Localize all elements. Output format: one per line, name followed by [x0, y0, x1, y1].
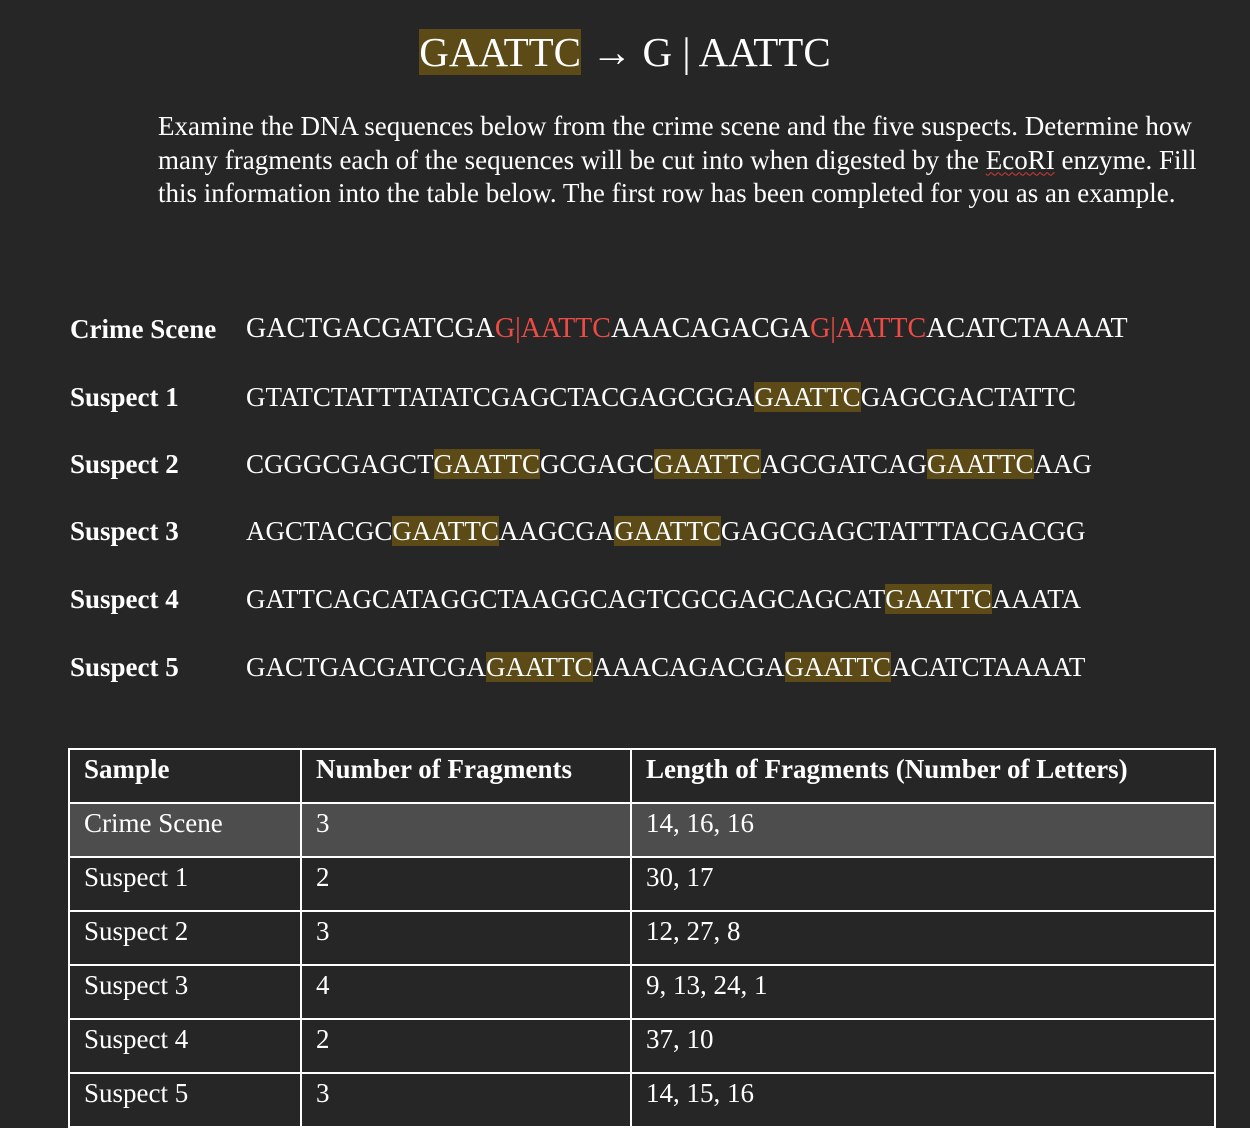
sequence-segment: GACTGACGATCGA — [246, 652, 487, 682]
table-row — [69, 803, 1215, 857]
sequence-segment: ACATCTAAAAT — [926, 313, 1128, 344]
sequence-label: Crime Scene — [70, 314, 217, 344]
cell-fragment-count: 3 — [301, 803, 631, 857]
ecori-site-highlight: GAATTC — [614, 516, 721, 546]
page-heading — [0, 28, 1250, 76]
cell-sample: Suspect 5 — [69, 1073, 301, 1127]
sequence-segment: GAGCGAGCTATTTACGACGG — [720, 516, 1086, 546]
header-sample: Sample — [69, 749, 301, 803]
ecori-site-highlight: GAATTC — [885, 584, 992, 614]
sequence-text — [246, 445, 1092, 483]
cell-fragment-lengths: 14, 15, 16 — [631, 1073, 1215, 1127]
ecori-site-highlight: GAATTC — [433, 449, 541, 479]
sequence-label: Suspect 5 — [70, 652, 179, 682]
sequence-text — [246, 378, 1076, 416]
sequence-segment: ACATCTAAAAT — [891, 652, 1086, 682]
sequence-segment: AGCTACGC — [246, 516, 393, 546]
table-row — [69, 1073, 1215, 1127]
ecori-site-highlight: GAATTC — [486, 652, 593, 682]
table-row — [69, 965, 1215, 1019]
cell-fragment-lengths: 12, 27, 8 — [631, 911, 1215, 965]
sequence-label: Suspect 4 — [70, 584, 179, 614]
ecori-site-highlight: GAATTC — [754, 382, 861, 412]
cell-fragment-lengths: 30, 17 — [631, 857, 1215, 911]
sequence-segment: GAGCGACTATTC — [860, 382, 1077, 412]
cell-fragment-count: 2 — [301, 1019, 631, 1073]
cell-fragment-lengths: 37, 10 — [631, 1019, 1215, 1073]
cell-fragment-count: 4 — [301, 965, 631, 1019]
ecori-site-highlight: GAATTC — [784, 652, 892, 682]
arrow-icon: → — [591, 29, 633, 75]
cell-fragment-lengths: 9, 13, 24, 1 — [631, 965, 1215, 1019]
ecori-site-highlight: GAATTC — [654, 449, 761, 479]
sequence-label: Suspect 1 — [70, 382, 179, 412]
cut-pattern: G | AATTC — [642, 29, 831, 75]
table-row — [69, 911, 1215, 965]
cell-fragment-count: 3 — [301, 1073, 631, 1127]
sequence-segment: GTATCTATTTATATCGAGCTACGAGCGGA — [246, 382, 755, 412]
sequence-text — [246, 580, 1081, 618]
header-fragment-count: Number of Fragments — [301, 749, 631, 803]
recognition-site: GAATTC — [419, 29, 582, 75]
cell-sample: Suspect 1 — [69, 857, 301, 911]
sequence-segment: AAACAGACGA — [610, 313, 811, 344]
cell-sample: Suspect 4 — [69, 1019, 301, 1073]
sequence-segment: AAACAGACGA — [592, 652, 785, 682]
instructions-part-2: enzyme. Fill this information into the table below. The first row has been completed for you as an example. — [158, 144, 1197, 208]
table-row — [69, 1019, 1215, 1073]
ecori-site-highlight: GAATTC — [392, 516, 499, 546]
instructions-paragraph — [158, 110, 1238, 211]
sequence-label: Suspect 2 — [70, 449, 179, 479]
sequence-segment: GACTGACGATCGA — [246, 313, 495, 344]
cell-sample: Suspect 3 — [69, 965, 301, 1019]
sequence-text — [246, 310, 1128, 348]
cell-fragment-count: 3 — [301, 911, 631, 965]
cut-site-segment: G|AATTC — [494, 313, 611, 344]
sequence-segment: AAG — [1033, 449, 1093, 479]
sequence-segment: AGCGATCAG — [760, 449, 928, 479]
header-fragment-lengths: Length of Fragments (Number of Letters) — [631, 749, 1215, 803]
cell-sample: Crime Scene — [69, 803, 301, 857]
ecori-site-highlight: GAATTC — [927, 449, 1034, 479]
sequence-label: Suspect 3 — [70, 516, 179, 546]
cell-fragment-lengths: 14, 16, 16 — [631, 803, 1215, 857]
cell-fragment-count: 2 — [301, 857, 631, 911]
sequence-segment: CGGGCGAGCT — [246, 449, 434, 479]
instructions-part-1: Examine the DNA sequences below from the crime scene and the five suspects. Determine how many fragments each of the sequences will be cut into when digested by the — [158, 111, 1192, 175]
sequence-segment: AAATA — [991, 584, 1082, 614]
sequence-segment: GCGAGC — [540, 449, 655, 479]
sequence-text — [246, 512, 1086, 550]
fragments-table — [68, 748, 1216, 1128]
sequence-segment: GATTCAGCATAGGCTAAGGCAGTCGCGAGCAGCAT — [246, 584, 886, 614]
cut-site-segment: G|AATTC — [810, 313, 927, 344]
table-row — [69, 857, 1215, 911]
table-header-row — [69, 749, 1215, 803]
cell-sample: Suspect 2 — [69, 911, 301, 965]
sequence-text — [246, 648, 1085, 686]
enzyme-name: EcoRI — [985, 144, 1055, 175]
sequence-segment: AAGCGA — [498, 516, 615, 546]
